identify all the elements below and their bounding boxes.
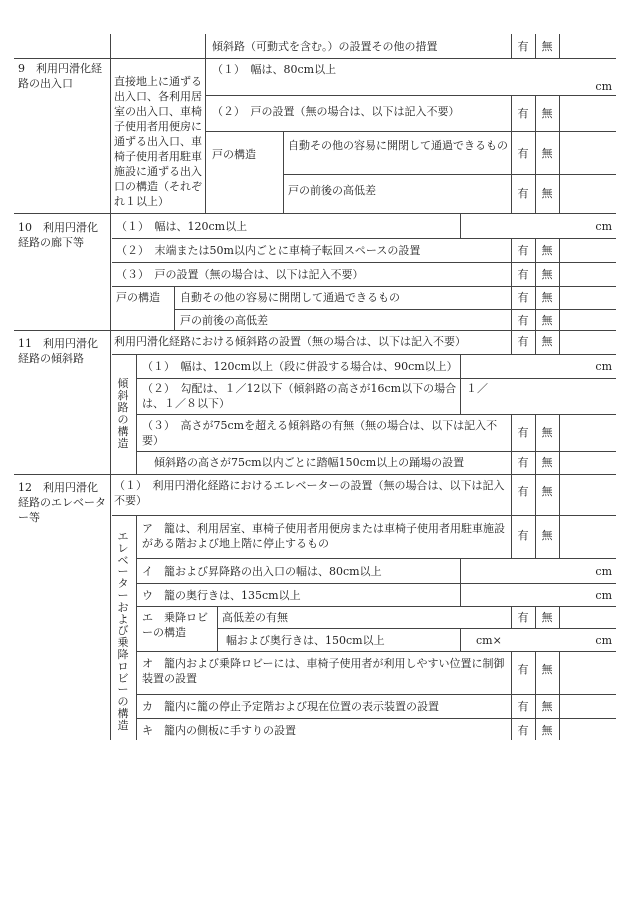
corridor-door-label: （３） 戸の設置（無の場合は、以下は記入不要）	[116, 268, 364, 281]
yes-mark: 有	[517, 147, 529, 160]
slope-gradient-label: （２） 勾配は、１／12以下（傾斜路の高さが16cm以下の場合は、１／８以下）	[142, 382, 457, 410]
rule	[136, 354, 137, 474]
yes-mark: 有	[517, 485, 529, 498]
no-mark: 無	[541, 700, 553, 713]
no-mark: 無	[541, 663, 553, 676]
rule	[136, 515, 137, 740]
rule	[136, 583, 616, 584]
elevator-install-label: （１） 利用円滑化経路におけるエレベーターの設置（無の場合は、以下は記入不要）	[114, 479, 505, 507]
rule	[205, 95, 616, 96]
cm-unit: cm	[595, 565, 612, 578]
no-mark: 無	[541, 244, 553, 257]
rule	[112, 515, 616, 516]
elevator-a-label: ア 籠は、利用居室、車椅子使用者用便房または車椅子使用者用駐車施設がある階および地上階に停止するもの	[142, 522, 505, 550]
yes-mark: 有	[517, 529, 529, 542]
yes-mark: 有	[517, 107, 529, 120]
door-level-diff-label: 戸の前後の高低差	[288, 184, 376, 197]
yes-mark: 有	[517, 335, 529, 348]
entrance-width-label: （１） 幅は、80cm以上	[212, 63, 337, 76]
rule	[174, 286, 175, 330]
landing-label: 傾斜路の高さが75cm以内ごとに踏幅150cm以上の踊場の設置	[154, 456, 465, 469]
rule	[460, 628, 461, 651]
slope-install-label: 利用円滑化経路における傾斜路の設置（無の場合は、以下は記入不要）	[114, 335, 466, 348]
rule	[136, 651, 616, 652]
no-mark: 無	[541, 314, 553, 327]
rule	[460, 378, 461, 414]
door-structure-label: 戸の構造	[116, 291, 160, 304]
no-mark: 無	[541, 724, 553, 737]
rule	[559, 651, 560, 740]
rule	[217, 628, 616, 629]
auto-open-door-label: 自動その他の容易に開閉して通過できるもの	[288, 139, 508, 152]
no-mark: 無	[541, 40, 553, 53]
rule	[112, 262, 616, 263]
no-mark: 無	[541, 107, 553, 120]
no-mark: 無	[541, 291, 553, 304]
rule	[14, 213, 616, 214]
turning-space-label: （２） 末端または50m以内ごとに車椅子転回スペースの設置	[116, 244, 421, 257]
lobby-size-label: 幅および奥行きは、150cm以上	[226, 634, 385, 647]
no-mark: 無	[541, 611, 553, 624]
rule	[14, 58, 616, 59]
rule	[112, 238, 616, 239]
rule	[14, 474, 616, 475]
slope-structure-vertical-label: 傾斜路の構造	[117, 377, 129, 450]
rule	[460, 558, 461, 606]
rule	[559, 34, 560, 58]
yes-mark: 有	[517, 40, 529, 53]
auto-open-door-label: 自動その他の容易に開閉して通過できるもの	[180, 291, 400, 304]
cm-unit: cm	[595, 220, 612, 233]
yes-mark: 有	[517, 314, 529, 327]
rule	[205, 131, 616, 132]
elevator-structure-vertical-label: エレベーターおよび乗降ロビーの構造	[117, 530, 129, 732]
rule	[136, 694, 616, 695]
rule	[283, 131, 284, 213]
no-mark: 無	[541, 529, 553, 542]
rule	[283, 174, 616, 175]
elevator-e-label: エ 乗降ロビーの構造	[142, 611, 208, 639]
rule	[112, 354, 616, 355]
section-12-title: 12 利用円滑化経路のエレベーター等	[18, 481, 106, 524]
corridor-width-label: （１） 幅は、120cm以上	[116, 220, 248, 233]
yes-mark: 有	[517, 456, 529, 469]
yes-mark: 有	[517, 187, 529, 200]
cm-times-unit: cm×	[476, 634, 502, 647]
section-9-description: 直接地上に通ずる出入口、各利用居室の出入口、車椅子使用者用便房に通ずる出入口、車椅子使用者用駐車施設に通ずる出入口の構造（それぞれ１以上）	[114, 75, 202, 208]
rule	[559, 238, 560, 354]
cm-unit: cm	[595, 589, 612, 602]
rule	[559, 606, 560, 628]
no-mark: 無	[541, 456, 553, 469]
yes-mark: 有	[517, 426, 529, 439]
no-mark: 無	[541, 147, 553, 160]
yes-mark: 有	[517, 291, 529, 304]
no-mark: 無	[541, 335, 553, 348]
rule	[136, 451, 616, 452]
yes-mark: 有	[517, 611, 529, 624]
rule	[136, 414, 616, 415]
elevator-i-label: イ 籠および昇降路の出入口の幅は、80cm以上	[142, 565, 382, 578]
door-level-diff-label: 戸の前後の高低差	[180, 314, 268, 327]
rule	[136, 378, 616, 379]
rule	[136, 558, 616, 559]
yes-mark: 有	[517, 724, 529, 737]
rule	[460, 354, 461, 378]
accessibility-checklist-form	[14, 34, 616, 740]
rule	[460, 213, 461, 238]
yes-mark: 有	[517, 700, 529, 713]
yes-mark: 有	[517, 244, 529, 257]
rule	[136, 606, 616, 607]
rule	[136, 718, 616, 719]
lobby-level-diff-label: 高低差の有無	[222, 611, 288, 624]
yes-mark: 有	[517, 268, 529, 281]
elevator-o-label: オ 籠内および乗降ロビーには、車椅子使用者が利用しやすい位置に制御装置の設置	[142, 657, 505, 685]
yes-mark: 有	[517, 663, 529, 676]
slope-width-label: （１） 幅は、120cm以上（段に併設する場合は、90cm以上）	[142, 360, 458, 373]
gradient-unit: １／	[466, 382, 488, 395]
no-mark: 無	[541, 268, 553, 281]
cm-unit: cm	[595, 80, 612, 93]
elevator-u-label: ウ 籠の奥行きは、135cm以上	[142, 589, 301, 602]
rule	[112, 286, 616, 287]
rule	[559, 95, 560, 213]
section-10-title: 10 利用円滑化経路の廊下等	[18, 221, 98, 249]
cm-unit: cm	[595, 360, 612, 373]
rule	[559, 414, 560, 558]
rule	[205, 34, 206, 213]
rule	[110, 34, 111, 740]
entrance-door-label: （２） 戸の設置（無の場合は、以下は記入不要）	[212, 105, 460, 118]
cm-unit: cm	[595, 634, 612, 647]
rule	[174, 309, 616, 310]
elevator-ki-label: キ 籠内の側板に手すりの設置	[142, 724, 296, 737]
rule	[14, 330, 616, 331]
section-9-title: 9 利用円滑化経路の出入口	[18, 62, 102, 90]
slope-facility-label: 傾斜路（可動式を含む。）の設置その他の措置	[212, 40, 438, 53]
section-11-title: 11 利用円滑化経路の傾斜路	[18, 337, 98, 365]
door-structure-label: 戸の構造	[212, 148, 256, 161]
elevator-ka-label: カ 籠内に籠の停止予定階および現在位置の表示装置の設置	[142, 700, 439, 713]
no-mark: 無	[541, 426, 553, 439]
rule	[217, 606, 218, 651]
slope-over-75-label: （３） 高さが75cmを超える傾斜路の有無（無の場合は、以下は記入不要）	[142, 419, 498, 447]
no-mark: 無	[541, 485, 553, 498]
no-mark: 無	[541, 187, 553, 200]
